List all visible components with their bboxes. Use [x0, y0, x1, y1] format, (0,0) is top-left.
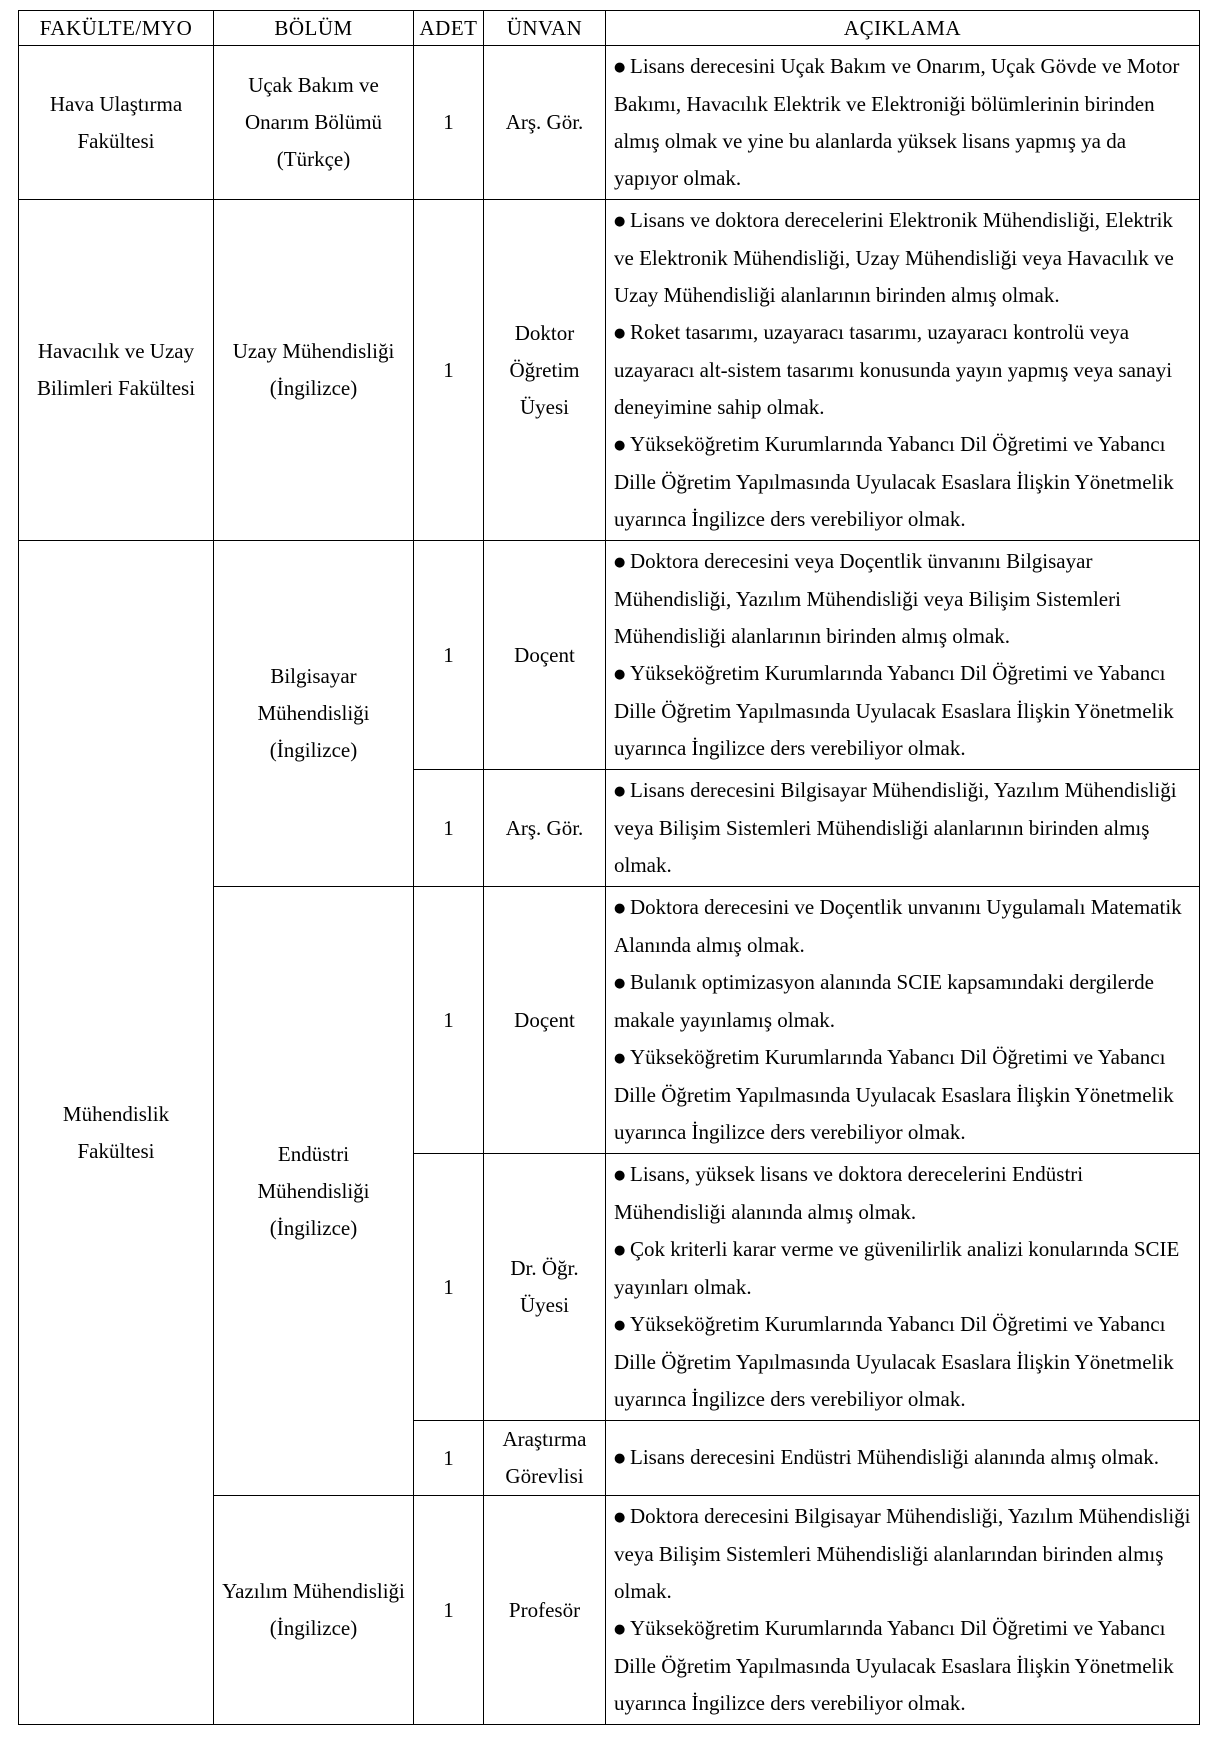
count-cell	[414, 887, 484, 1154]
bullet-icon: ●	[614, 326, 626, 341]
count-cell	[414, 1421, 484, 1496]
description-cell	[606, 1421, 1200, 1496]
bullet-icon: ●	[614, 438, 626, 453]
requirement-item	[614, 964, 1193, 1039]
position-count: 1	[443, 642, 454, 667]
requirement-text: Yükseköğretim Kurumlarında Yabancı Dil Öğretimi ve Yabancı Dille Öğretim Yapılmasında Uyulacak Esaslara İlişkin Yönetmelik uyarınca İngilizce ders verebiliyor olmak.	[614, 432, 1174, 531]
description-cell	[606, 887, 1200, 1154]
requirement-item	[614, 314, 1193, 426]
position-title: Doçent	[514, 642, 575, 667]
description-cell	[606, 1154, 1200, 1421]
requirement-text: Lisans derecesini Uçak Bakım ve Onarım, Uçak Gövde ve Motor Bakımı, Havacılık Elektrik ve Elektroniği bölümlerinin birinden almış olmak ve yine bu alanlarda yüksek lisans yapmış ya da yapıyor olmak.	[614, 54, 1180, 190]
header-row	[19, 11, 1200, 46]
department-name: Uçak Bakım ve Onarım Bölümü (Türkçe)	[244, 73, 383, 171]
requirement-item	[614, 772, 1193, 884]
requirement-text: Lisans derecesini Endüstri Mühendisliği alanında almış olmak.	[630, 1445, 1159, 1469]
position-title: Doçent	[514, 1007, 575, 1032]
requirement-text: Yükseköğretim Kurumlarında Yabancı Dil Öğretimi ve Yabancı Dille Öğretim Yapılmasında Uyulacak Esaslara İlişkin Yönetmelik uyarınca İngilizce ders verebiliyor olmak.	[614, 661, 1174, 760]
requirement-item	[614, 202, 1193, 314]
position-title: Profesör	[508, 1597, 581, 1622]
requirement-item	[614, 1610, 1193, 1722]
requirement-text: Yükseköğretim Kurumlarında Yabancı Dil Öğretimi ve Yabancı Dille Öğretim Yapılmasında Uyulacak Esaslara İlişkin Yönetmelik uyarınca İngilizce ders verebiliyor olmak.	[614, 1045, 1174, 1144]
position-count: 1	[443, 1445, 454, 1470]
requirement-text: Yükseköğretim Kurumlarında Yabancı Dil Öğretimi ve Yabancı Dille Öğretim Yapılmasında Uyulacak Esaslara İlişkin Yönetmelik uyarınca İngilizce ders verebiliyor olmak.	[614, 1616, 1174, 1715]
description-cell	[606, 200, 1200, 541]
faculty-name: Hava Ulaştırma Fakültesi	[49, 91, 183, 153]
bullet-icon: ●	[614, 1243, 626, 1258]
count-cell	[414, 541, 484, 770]
faculty-cell	[19, 200, 214, 541]
position-count: 1	[443, 1597, 454, 1622]
title-cell	[484, 1496, 606, 1725]
requirement-item	[614, 48, 1193, 197]
bullet-icon: ●	[614, 214, 626, 229]
title-cell	[484, 1154, 606, 1421]
requirement-item	[614, 543, 1193, 655]
count-cell	[414, 46, 484, 200]
bullet-icon: ●	[614, 976, 626, 991]
position-title: Arş. Gör.	[505, 815, 584, 840]
header-department: BÖLÜM	[214, 11, 414, 46]
header-title: ÜNVAN	[484, 11, 606, 46]
title-cell	[484, 46, 606, 200]
title-cell	[484, 887, 606, 1154]
count-cell	[414, 770, 484, 887]
department-name: Endüstri Mühendisliği (İngilizce)	[257, 1141, 370, 1240]
title-cell	[484, 770, 606, 887]
bullet-icon: ●	[614, 1318, 626, 1333]
requirement-item	[614, 1156, 1193, 1231]
table-body	[19, 46, 1200, 1725]
table-row	[19, 200, 1200, 541]
position-count: 1	[443, 815, 454, 840]
bullet-icon: ●	[614, 555, 626, 570]
department-name: Uzay Mühendisliği (İngilizce)	[232, 339, 395, 400]
department-cell	[214, 46, 414, 200]
faculty-cell	[19, 46, 214, 200]
bullet-icon: ●	[614, 60, 626, 75]
position-count: 1	[443, 1274, 454, 1299]
title-cell	[484, 200, 606, 541]
bullet-icon: ●	[614, 901, 626, 916]
position-title: Araştırma Görevlisi	[502, 1427, 587, 1488]
description-cell	[606, 770, 1200, 887]
bullet-icon: ●	[614, 1051, 626, 1066]
faculty-cell	[19, 541, 214, 1725]
header-count: ADET	[414, 11, 484, 46]
department-cell	[214, 887, 414, 1496]
header-faculty: FAKÜLTE/MYO	[19, 11, 214, 46]
requirement-text: Bulanık optimizasyon alanında SCIE kapsamındaki dergilerde makale yayınlamış olmak.	[614, 970, 1154, 1032]
faculty-name: Havacılık ve Uzay Bilimleri Fakültesi	[36, 339, 196, 400]
title-cell	[484, 1421, 606, 1496]
department-name: Bilgisayar Mühendisliği (İngilizce)	[257, 664, 370, 762]
requirement-text: Lisans ve doktora derecelerini Elektronik Mühendisliği, Elektrik ve Elektronik Mühendisliği, Uzay Mühendisliği veya Havacılık ve Uzay Mühendisliği alanlarının birinden almış olmak.	[614, 208, 1174, 307]
requirement-item	[614, 1039, 1193, 1151]
position-count: 1	[443, 357, 454, 382]
bullet-icon: ●	[614, 1622, 626, 1637]
requirement-item	[614, 1231, 1193, 1306]
header-description: AÇIKLAMA	[606, 11, 1200, 46]
requirement-text: Lisans derecesini Bilgisayar Mühendisliği, Yazılım Mühendisliği veya Bilişim Sistemleri Mühendisliği alanlarının birinden almış olmak.	[614, 778, 1177, 877]
requirement-item	[614, 889, 1193, 964]
bullet-icon: ●	[614, 1168, 626, 1183]
title-cell	[484, 541, 606, 770]
requirement-item	[614, 655, 1193, 767]
bullet-icon: ●	[614, 667, 626, 682]
bullet-icon: ●	[614, 1510, 626, 1525]
requirement-item	[614, 426, 1193, 538]
count-cell	[414, 1154, 484, 1421]
requirement-text: Roket tasarımı, uzayaracı tasarımı, uzayaracı kontrolü veya uzayaracı alt-sistem tasarımı konusunda yayın yapmış veya sanayi deneyimine sahip olmak.	[614, 320, 1173, 419]
requirement-text: Çok kriterli karar verme ve güvenilirlik analizi konularında SCIE yayınları olmak.	[614, 1237, 1180, 1299]
count-cell	[414, 1496, 484, 1725]
department-cell	[214, 541, 414, 887]
bullet-icon: ●	[614, 1451, 626, 1466]
department-name: Yazılım Mühendisliği (İngilizce)	[222, 1579, 405, 1640]
position-title: Dr. Öğr. Üyesi	[510, 1256, 579, 1317]
faculty-name: Mühendislik Fakültesi	[62, 1101, 170, 1163]
position-count: 1	[443, 1007, 454, 1032]
table-row	[19, 541, 1200, 770]
department-cell	[214, 1496, 414, 1725]
description-cell	[606, 1496, 1200, 1725]
position-count: 1	[443, 110, 454, 134]
bullet-icon: ●	[614, 784, 626, 799]
requirement-text: Doktora derecesini Bilgisayar Mühendisliği, Yazılım Mühendisliği veya Bilişim Sistemleri Mühendisliği alanlarından birinden almış olmak.	[614, 1504, 1191, 1603]
requirement-text: Doktora derecesini ve Doçentlik unvanını Uygulamalı Matematik Alanında almış olmak.	[614, 895, 1182, 957]
description-cell	[606, 541, 1200, 770]
requirement-item	[614, 1498, 1193, 1610]
description-cell	[606, 46, 1200, 200]
count-cell	[414, 200, 484, 541]
requirement-item	[614, 1306, 1193, 1418]
position-title: Doktor Öğretim Üyesi	[509, 320, 580, 419]
positions-table	[18, 10, 1200, 1725]
requirement-text: Doktora derecesini veya Doçentlik ünvanını Bilgisayar Mühendisliği, Yazılım Mühendisliği veya Bilişim Sistemleri Mühendisliği alanlarının birinden almış olmak.	[614, 549, 1121, 648]
table-row	[19, 46, 1200, 200]
position-title: Arş. Gör.	[505, 110, 584, 134]
department-cell	[214, 200, 414, 541]
requirement-item	[614, 1439, 1193, 1477]
requirement-text: Lisans, yüksek lisans ve doktora derecelerini Endüstri Mühendisliği alanında almış olmak.	[614, 1162, 1084, 1224]
requirement-text: Yükseköğretim Kurumlarında Yabancı Dil Öğretimi ve Yabancı Dille Öğretim Yapılmasında Uyulacak Esaslara İlişkin Yönetmelik uyarınca İngilizce ders verebiliyor olmak.	[614, 1312, 1174, 1411]
